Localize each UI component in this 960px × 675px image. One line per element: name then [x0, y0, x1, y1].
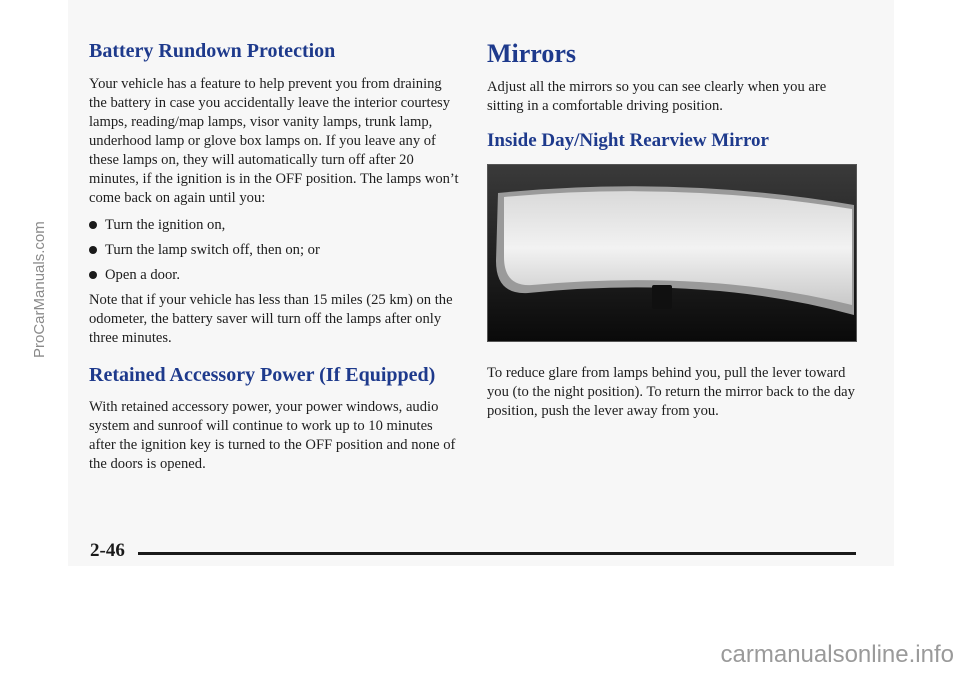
mirrors-paragraph: Adjust all the mirrors so you can see clearly when you are sitting in a comfortable driving position. [487, 79, 827, 114]
rearview-heading: Inside Day/Night Rearview Mirror [487, 130, 769, 151]
page-footer [90, 542, 856, 560]
bullet-icon [89, 246, 97, 254]
list-item: Turn the ignition on, [89, 216, 461, 235]
bullet-icon [89, 221, 97, 229]
bullet-icon [89, 271, 97, 279]
page-number: 2-46 [90, 540, 125, 561]
battery-note: Note that if your vehicle has less than 15 miles (25 km) on the odometer, the battery saver will turn off the lamps after only three minutes. [89, 292, 453, 346]
vertical-watermark: ProCarManuals.com [31, 221, 48, 358]
battery-rundown-heading: Battery Rundown Protection [89, 40, 336, 62]
list-item: Turn the lamp switch off, then on; or [89, 241, 461, 260]
rearview-mirror-illustration [487, 164, 857, 342]
battery-bullet-list [89, 216, 461, 285]
retained-power-heading: Retained Accessory Power (If Equipped) [89, 364, 436, 386]
rearview-paragraph: To reduce glare from lamps behind you, pull the lever toward you (to the night position). To return the mirror back to the day position, push the lever away from you. [487, 365, 855, 419]
battery-paragraph: Your vehicle has a feature to help prevent you from draining the battery in case you accidentally leave the interior courtesy lamps, reading/map lamps, visor vanity lamps, trunk lamp, underhood lamp or glove box lamps on. If you leave any of these lamps on, they will automatically turn off after 20 minutes, if the ignition is in the OFF position. The lamps won’t come back on again until you: [89, 76, 459, 206]
retained-power-paragraph: With retained accessory power, your power windows, audio system and sunroof will continue to work up to 10 minutes after the ignition key is turned to the OFF position and none of the doors is opened. [89, 399, 456, 472]
rearview-mirror-icon [488, 165, 856, 341]
mirrors-heading: Mirrors [487, 39, 577, 68]
list-item: Open a door. [89, 266, 461, 285]
footer-rule [138, 552, 856, 555]
site-watermark: carmanualsonline.info [720, 641, 954, 668]
right-column [487, 40, 859, 427]
left-column [89, 40, 461, 480]
